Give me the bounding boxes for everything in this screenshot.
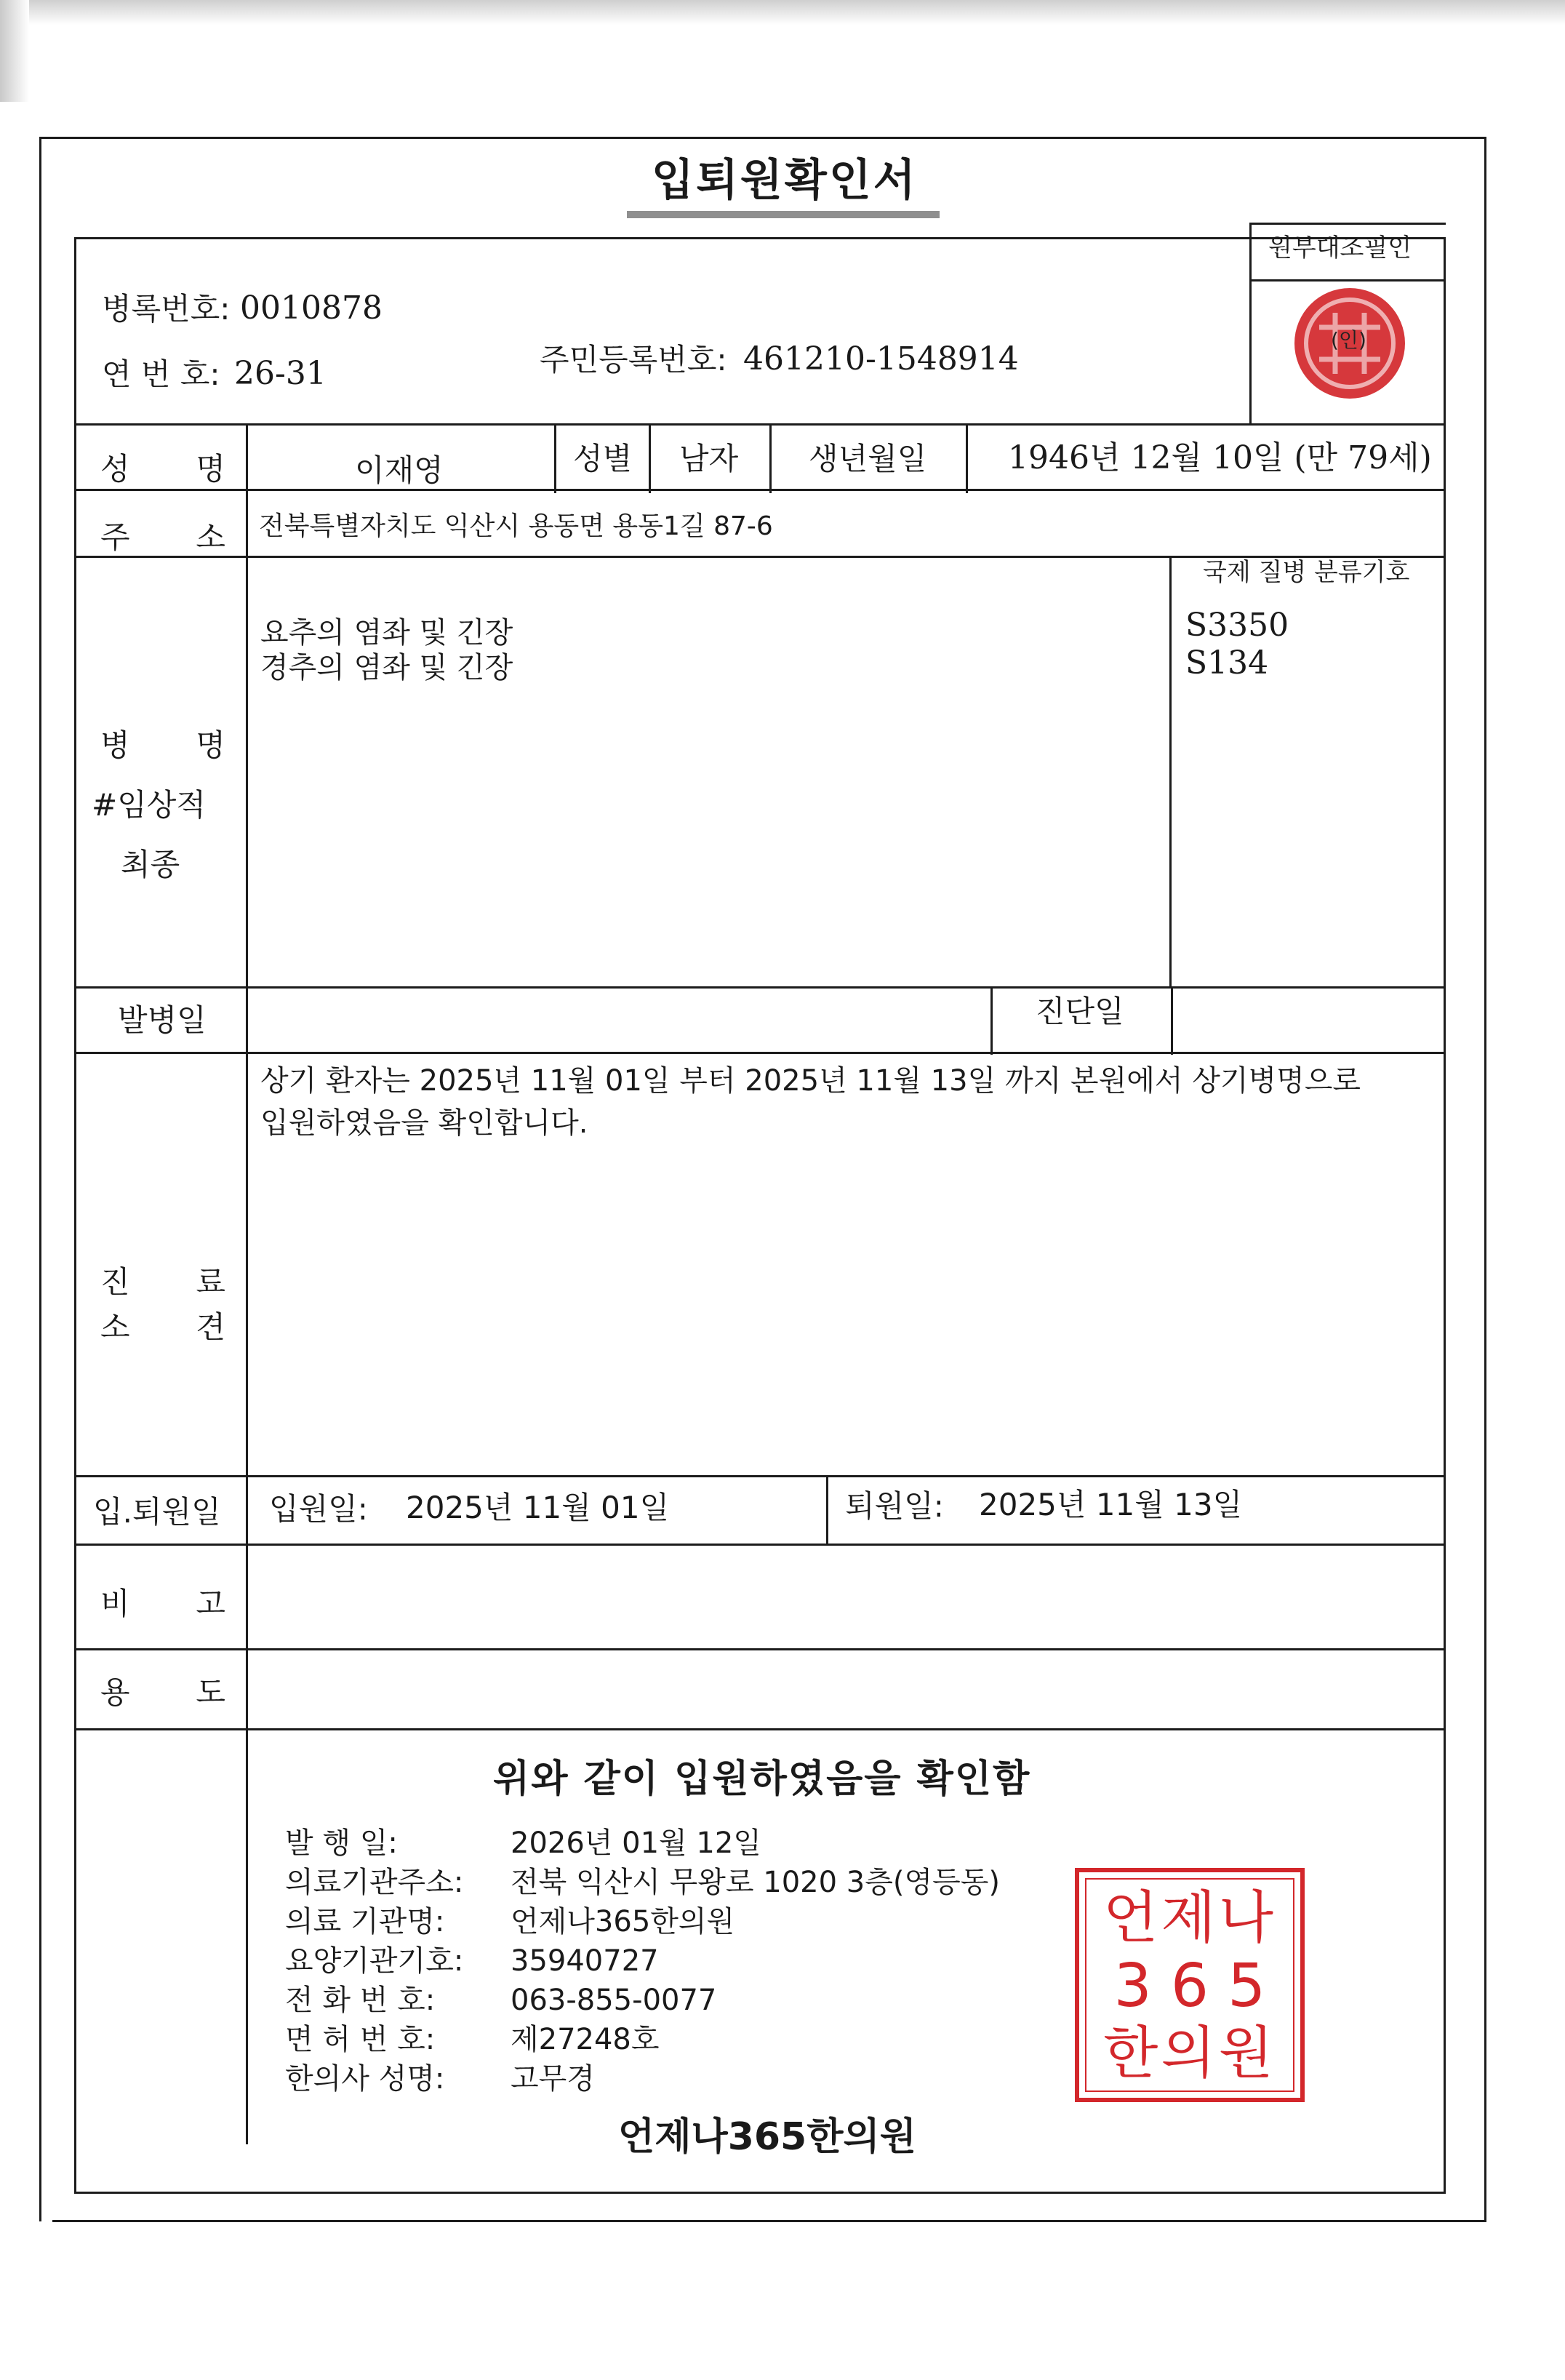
row-line-stay-top: [74, 1475, 1446, 1477]
serial-no-label: 연 번 호:: [102, 356, 220, 392]
remarks-label: 비 고: [100, 1586, 225, 1621]
license-no: 제27248호: [511, 2023, 660, 2056]
confirm-text: 위와 같이 입원하였음을 확인함: [493, 1757, 1031, 1801]
record-no: 0010878: [240, 289, 383, 327]
address-label: 주 소: [100, 519, 225, 555]
name-label: 성 명: [100, 451, 225, 487]
small-seal-text: (인): [1331, 328, 1366, 352]
care-code-label: 요양기관기호:: [285, 1944, 464, 1978]
diagnosis-code-1: S3350: [1185, 607, 1289, 644]
serial-no: 26-31: [234, 355, 327, 392]
sex-label: 성별: [573, 441, 633, 476]
row-line-name-top: [74, 423, 1446, 426]
admit-date: 2025년 11월 01일: [406, 1490, 670, 1525]
birth-value-divider-left: [966, 423, 968, 493]
row-line-onset-top: [74, 986, 1446, 989]
opinion-line-1: 상기 환자는 2025년 11월 01일 부터 2025년 11월 13일 까지 본원에서 상기병명으로: [260, 1064, 1361, 1098]
sex-value-divider-left: [649, 423, 651, 493]
diagnosis-date-label: 진단일: [1036, 994, 1124, 1029]
original-stamp-label: 원부대조필인: [1268, 233, 1412, 263]
label-column-divider: [246, 423, 248, 2144]
outer-frame-top: [39, 137, 1486, 139]
sex-label-divider-left: [554, 423, 556, 493]
row-line-purpose-top: [74, 1648, 1446, 1650]
outer-frame-bottom: [52, 2220, 1486, 2222]
discharge-label: 퇴원일:: [845, 1488, 944, 1524]
patient-name: 이재영: [355, 452, 444, 488]
discharge-divider: [826, 1475, 828, 1545]
issue-date-label: 발 행 일:: [285, 1826, 398, 1860]
code-header: 국제 질병 분류기호: [1203, 558, 1410, 587]
clinic-name-value: 언제나365한의원: [511, 1905, 735, 1938]
resident-no-label: 주민등록번호:: [540, 342, 727, 378]
table-right: [1444, 237, 1446, 2194]
opinion-label-2: 소 견: [100, 1309, 225, 1345]
admit-label: 입원일:: [269, 1491, 368, 1527]
table-left: [74, 237, 76, 2194]
phone-label: 전 화 번 호:: [285, 1984, 436, 2017]
phone: 063-855-0077: [511, 1984, 717, 2017]
clinic-address-label: 의료기관주소:: [285, 1866, 464, 1899]
record-no-label: 병록번호:: [102, 291, 231, 327]
license-label: 면 허 번 호:: [285, 2023, 436, 2056]
diagnosis-sublabel-clinical: #임상적: [92, 787, 206, 823]
birth-label-divider-left: [769, 423, 772, 493]
title-underline: [627, 211, 940, 218]
doctor-name: 고무경: [511, 2062, 595, 2096]
seal-line-3: 한의원: [1102, 2021, 1277, 2086]
clinic-address: 전북 익산시 무왕로 1020 3층(영등동): [511, 1866, 1000, 1899]
stamp-box-left: [1249, 223, 1252, 423]
stamp-box-divider: [1249, 279, 1446, 281]
stamp-box-top: [1249, 223, 1446, 225]
stay-label: 입.퇴원일: [93, 1494, 221, 1530]
page-title: 입퇴원확인서: [652, 155, 918, 206]
patient-sex: 남자: [679, 441, 739, 476]
row-line-remarks-top: [74, 1544, 1446, 1546]
diagnosis-date-divider-left: [990, 986, 993, 1055]
diagnosis-sublabel-final: 최종: [121, 847, 180, 882]
patient-address: 전북특별자치도 익산시 용동면 용동1길 87-6: [259, 511, 773, 541]
onset-label: 발병일: [118, 1002, 207, 1038]
row-line-opinion-top: [74, 1052, 1446, 1054]
table-top: [74, 237, 1446, 239]
purpose-label: 용 도: [100, 1674, 225, 1710]
outer-frame-right: [1484, 137, 1486, 2221]
outer-frame-left: [39, 137, 41, 2221]
issue-date: 2026년 01월 12일: [511, 1826, 761, 1860]
diagnosis-code-2: S134: [1185, 644, 1269, 682]
birth-label: 생년월일: [809, 441, 927, 476]
patient-birth: 1946년 12월 10일 (만 79세): [1008, 439, 1432, 476]
doctor-name-label: 한의사 성명:: [285, 2062, 445, 2096]
opinion-label-1: 진 료: [100, 1264, 225, 1300]
row-line-footer-top: [74, 1728, 1446, 1730]
code-column-divider: [1169, 556, 1172, 988]
opinion-line-2: 입원하였음을 확인합니다.: [260, 1106, 588, 1140]
resident-no: 461210-1548914: [743, 340, 1019, 378]
clinic-name-signature: 언제나365한의원: [618, 2115, 916, 2159]
scan-top-edge: [0, 0, 1565, 25]
scan-corner-shadow: [0, 0, 29, 102]
table-bottom: [74, 2192, 1446, 2194]
row-line-address-top: [74, 489, 1446, 491]
seal-line-2: 3 6 5: [1113, 1952, 1266, 2021]
diagnosis-item-1: 요추의 염좌 및 긴장: [260, 616, 513, 650]
care-code: 35940727: [511, 1944, 659, 1978]
clinic-seal-icon: [1075, 1868, 1305, 2102]
discharge-date: 2025년 11월 13일: [979, 1487, 1243, 1522]
clinic-name-label: 의료 기관명:: [285, 1905, 445, 1938]
seal-line-1: 언제나: [1102, 1885, 1277, 1951]
diagnosis-item-2: 경추의 염좌 및 긴장: [260, 651, 513, 684]
diagnosis-label: 병 명: [100, 727, 225, 763]
diagnosis-date-divider-right: [1171, 986, 1173, 1055]
